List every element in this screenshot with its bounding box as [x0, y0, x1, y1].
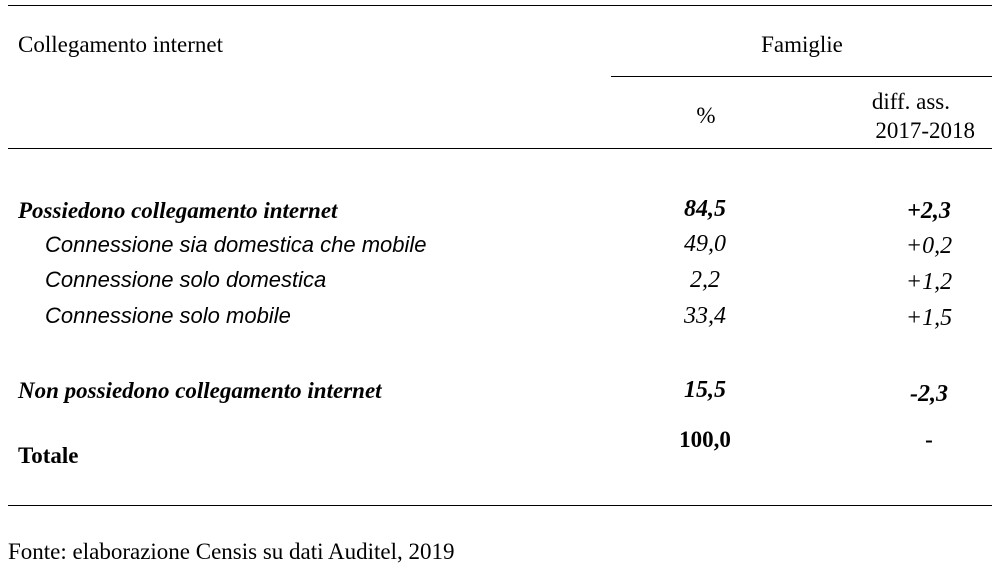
row-diff-sia-domestica-che-mobile: +0,2 — [905, 233, 953, 259]
diff-column-header-line2: 2017-2018 — [875, 118, 975, 143]
row-diff-non-possiedono: -2,3 — [910, 381, 948, 407]
row-pct-sia-domestica-che-mobile: 49,0 — [684, 231, 726, 257]
famiglie-header: Famiglie — [761, 32, 843, 57]
row-label-totale: Totale — [18, 443, 79, 468]
table-top-rule — [8, 5, 992, 6]
row-label-solo-mobile: Connessione solo mobile — [45, 303, 291, 328]
row-label-possiedono: Possiedono collegamento internet — [18, 198, 338, 223]
row-diff-solo-domestica: +1,2 — [905, 269, 953, 295]
row-label-non-possiedono: Non possiedono collegamento internet — [18, 378, 382, 403]
table-bottom-rule — [8, 505, 992, 506]
diff-column-header-line1: diff. ass. — [871, 89, 950, 114]
row-pct-solo-domestica: 2,2 — [690, 267, 720, 293]
row-pct-totale: 100,0 — [679, 427, 731, 452]
row-diff-solo-mobile: +1,5 — [905, 305, 953, 331]
row-pct-solo-mobile: 33,4 — [684, 303, 726, 329]
row-label-solo-domestica: Connessione solo domestica — [45, 267, 327, 292]
row-diff-possiedono: +2,3 — [907, 198, 951, 224]
source-note: Fonte: elaborazione Censis su dati Auditel, 2019 — [8, 539, 455, 564]
row-label-sia-domestica-che-mobile: Connessione sia domestica che mobile — [45, 232, 427, 257]
header-bottom-rule — [8, 148, 992, 149]
row-pct-non-possiedono: 15,5 — [684, 377, 726, 403]
famiglie-group-rule — [611, 76, 992, 77]
percent-column-header: % — [696, 103, 716, 128]
row-label-header: Collegamento internet — [18, 32, 224, 57]
row-diff-totale: - — [925, 427, 933, 452]
row-pct-possiedono: 84,5 — [684, 196, 726, 222]
